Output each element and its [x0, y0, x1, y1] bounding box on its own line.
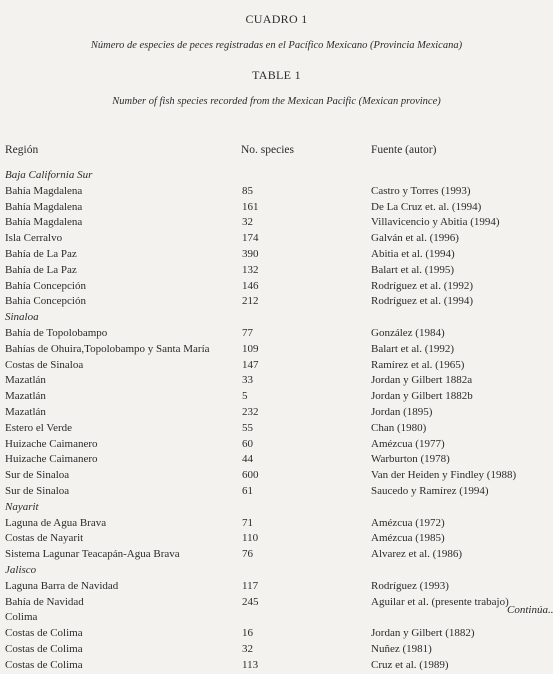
cell-species: 161 — [242, 200, 259, 213]
cell-region: Costas de Sinaloa — [5, 358, 84, 371]
table-body — [0, 168, 553, 674]
cell-region: Bahía Concepción — [5, 295, 86, 308]
cell-region: Costas de Colima — [5, 642, 83, 655]
table-row — [0, 263, 553, 279]
column-header-region: Región — [5, 144, 39, 156]
cell-source: Rodríguez (1993) — [371, 579, 449, 592]
cell-species: 212 — [242, 295, 259, 308]
table-row — [0, 184, 553, 200]
cell-region: Bahía de La Paz — [5, 263, 77, 276]
cell-source: Jordan y Gilbert 1882a — [371, 374, 473, 387]
cell-species: 5 — [242, 390, 248, 403]
cell-region: Laguna Barra de Navidad — [5, 579, 119, 592]
cell-source: Alvarez et al. (1986) — [371, 548, 463, 561]
table-number-en: TABLE 1 — [252, 68, 301, 82]
cell-region: Bahía Magdalena — [5, 184, 83, 197]
cell-species: 16 — [242, 627, 253, 640]
cell-region: Sistema Lagunar Teacapán-Agua Brava — [5, 548, 180, 561]
table-row — [0, 421, 553, 437]
cell-source: Galván et al. (1996) — [371, 232, 459, 245]
cell-region: Laguna de Agua Brava — [5, 516, 107, 529]
cell-region: Isla Cerralvo — [5, 232, 63, 245]
cell-species: 60 — [242, 437, 253, 450]
cell-species: 33 — [242, 374, 253, 387]
table-row — [0, 452, 553, 468]
cell-source: Aguilar et al. (presente trabajo) — [371, 595, 509, 608]
cell-region: Bahía de Navidad — [5, 595, 84, 608]
table-row — [0, 437, 553, 453]
cell-region: Sur de Sinaloa — [5, 484, 70, 497]
column-header-species: No. species — [241, 144, 295, 156]
table-number-es: CUADRO 1 — [245, 12, 308, 26]
cell-region: Colima — [5, 611, 38, 624]
cell-species: 55 — [242, 421, 253, 434]
cell-source: Saucedo y Ramírez (1994) — [371, 484, 489, 497]
table-row — [0, 358, 553, 374]
cell-region: Baja California Sur — [5, 169, 93, 181]
cell-species: 44 — [242, 453, 253, 466]
table-row — [0, 373, 553, 389]
cell-species: 113 — [242, 658, 259, 671]
section-heading-row — [0, 310, 553, 326]
cell-species: 32 — [242, 642, 253, 655]
cell-region: Costas de Colima — [5, 627, 83, 640]
table-row — [0, 294, 553, 310]
cell-species: 245 — [242, 595, 259, 608]
table-row — [0, 579, 553, 595]
cell-source: Warburton (1978) — [371, 453, 450, 466]
cell-source: Amézcua (1972) — [371, 516, 445, 529]
cell-source: Chan (1980) — [371, 421, 427, 434]
cell-region: Nayarit — [5, 500, 39, 513]
cell-source: Cruz et al. (1989) — [371, 658, 449, 671]
cell-species: 71 — [242, 516, 253, 529]
cell-species: 32 — [242, 216, 253, 229]
table-row — [0, 389, 553, 405]
cell-species: 76 — [242, 548, 253, 561]
table-row — [0, 231, 553, 247]
table-row — [0, 279, 553, 295]
cell-species: 85 — [242, 184, 253, 197]
cell-region: Bahía Magdalena — [5, 200, 83, 213]
cell-source: Balart et al. (1995) — [371, 263, 455, 276]
section-heading-row — [0, 563, 553, 579]
cell-region: Bahía Concepción — [5, 279, 86, 292]
cell-source: De La Cruz et. al. (1994) — [371, 200, 482, 213]
cell-species: 109 — [242, 342, 259, 355]
section-heading-row — [0, 500, 553, 516]
cell-species: 600 — [242, 469, 259, 482]
cell-species: 146 — [242, 279, 259, 292]
cell-source: Jordan y Gilbert 1882b — [371, 390, 473, 403]
cell-source: Balart et al. (1992) — [371, 342, 455, 355]
cell-species: 390 — [242, 247, 259, 260]
table-row — [0, 200, 553, 216]
cell-source: Rodríguez et al. (1994) — [371, 295, 474, 308]
cell-species: 232 — [242, 405, 259, 418]
cell-region: Sur de Sinaloa — [5, 469, 70, 482]
cell-source: Amézcua (1985) — [371, 532, 445, 545]
cell-region: Bahía Magdalena — [5, 216, 83, 229]
table-row — [0, 326, 553, 342]
cell-region: Bahía de Topolobampo — [5, 326, 108, 339]
cell-region: Bahía de La Paz — [5, 247, 77, 260]
column-header-source: Fuente (autor) — [371, 144, 437, 156]
cell-region: Costas de Nayarit — [5, 532, 84, 545]
cell-region: Bahías de Ohuira,Topolobampo y Santa María — [5, 342, 210, 355]
cell-region: Huizache Caimanero — [5, 453, 98, 466]
table-row — [0, 531, 553, 547]
table-row — [0, 484, 553, 500]
table-row — [0, 215, 553, 231]
cell-species: 110 — [242, 532, 259, 545]
table-row — [0, 342, 553, 358]
table-caption-en: Number of fish species recorded from the Mexican Pacific (Mexican province) — [112, 96, 441, 107]
table-row — [0, 547, 553, 563]
section-heading-row — [0, 168, 553, 184]
cell-source: Abitia et al. (1994) — [371, 247, 455, 260]
cell-source: Amézcua (1977) — [371, 437, 445, 450]
cell-region: Mazatlán — [5, 374, 46, 387]
table-row — [0, 610, 553, 626]
table-row — [0, 658, 553, 674]
table-row — [0, 468, 553, 484]
table-row — [0, 516, 553, 532]
cell-species: 132 — [242, 263, 259, 276]
table-caption-es: Número de especies de peces registradas en el Pacífico Mexicano (Provincia Mexicana) — [90, 40, 463, 51]
cell-region: Huizache Caimanero — [5, 437, 98, 450]
cell-species: 117 — [242, 579, 259, 592]
cell-species: 77 — [242, 326, 253, 339]
table-row — [0, 405, 553, 421]
cell-source: González (1984) — [371, 326, 445, 339]
cell-source: Van der Heiden y Findley (1988) — [371, 469, 517, 482]
cell-source: Villavicencio y Abitia (1994) — [371, 216, 500, 229]
table-row — [0, 595, 553, 611]
table-row — [0, 247, 553, 263]
cell-region: Estero el Verde — [5, 421, 72, 434]
cell-region: Sinaloa — [5, 311, 39, 324]
cell-source: Ramírez et al. (1965) — [371, 358, 465, 371]
cell-species: 61 — [242, 484, 253, 497]
table-row — [0, 642, 553, 658]
cell-source: Castro y Torres (1993) — [371, 184, 471, 197]
cell-region: Costas de Colima — [5, 658, 83, 671]
cell-species: 174 — [242, 232, 259, 245]
cell-source: Nuñez (1981) — [371, 642, 432, 655]
cell-source: Rodríguez et al. (1992) — [371, 279, 474, 292]
cell-source: Jordan (1895) — [371, 405, 433, 418]
continuation-note: Continúa.. — [507, 604, 553, 616]
cell-species: 147 — [242, 358, 259, 371]
table-row — [0, 626, 553, 642]
cell-region: Mazatlán — [5, 405, 46, 418]
cell-region: Jalisco — [5, 563, 37, 576]
cell-source: Jordan y Gilbert (1882) — [371, 627, 475, 640]
cell-region: Mazatlán — [5, 390, 46, 403]
